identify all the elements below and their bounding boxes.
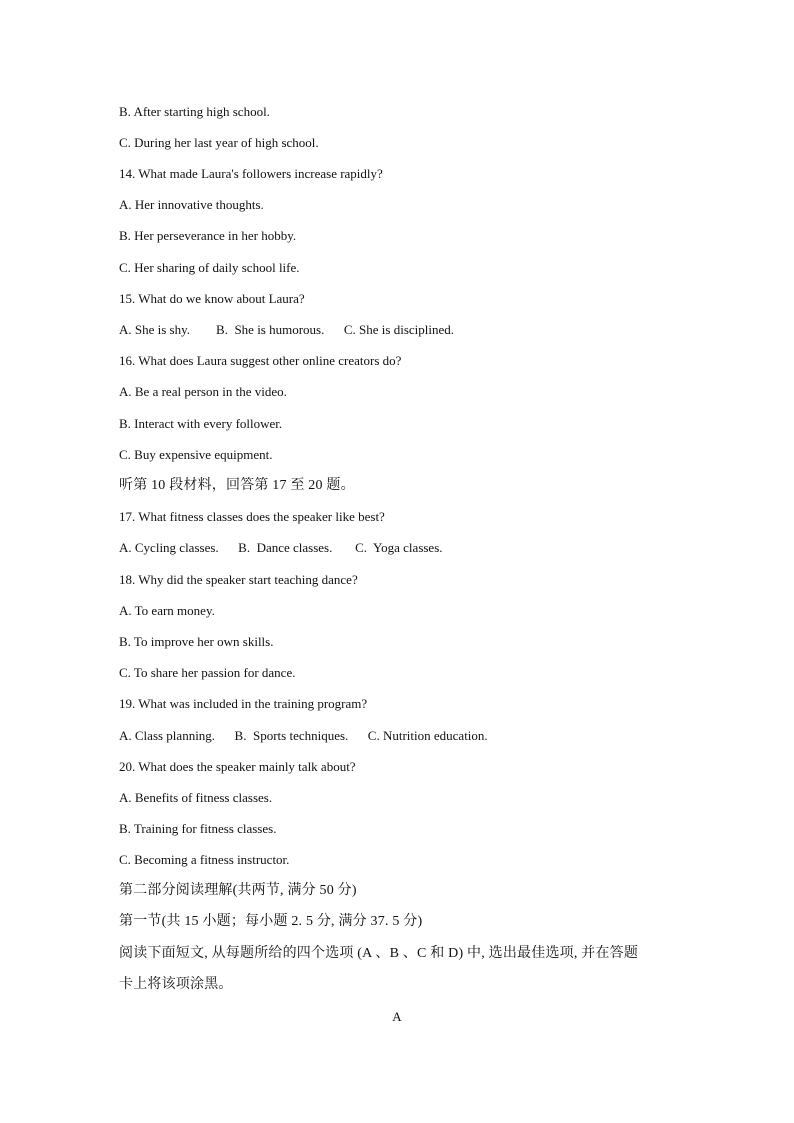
option-16c: C. Buy expensive equipment. [119,447,273,462]
option-13b: B. After starting high school. [119,104,270,119]
part-two-heading: 第二部分阅读理解(共两节, 满分 50 分) [119,883,357,898]
question-17: 17. What fitness classes does the speaker like best? [119,509,385,524]
question-14: 14. What made Laura's followers increase rapidly? [119,166,383,181]
section-one-heading: 第一节(共 15 小题；每小题 2. 5 分, 满分 37. 5 分) [119,914,423,929]
option-14b: B. Her perseverance in her hobby. [119,228,297,243]
question-19: 19. What was included in the training program? [119,696,368,711]
options-19: A. Class planning. B. Sports techniques. C. Nutrition education. [119,728,488,743]
option-18c: C. To share her passion for dance. [119,665,296,680]
option-20c: C. Becoming a fitness instructor. [119,852,290,867]
question-18: 18. Why did the speaker start teaching dance? [119,572,358,587]
passage-label: A [392,1009,402,1024]
reading-instruction-line-1: 阅读下面短文, 从每题所给的四个选项 (A 、B 、C 和 D) 中, 选出最佳选项, 并在答题 [119,946,639,961]
option-16a: A. Be a real person in the video. [119,384,287,399]
option-14a: A. Her innovative thoughts. [119,197,264,212]
question-20: 20. What does the speaker mainly talk about? [119,759,356,774]
option-16b: B. Interact with every follower. [119,416,283,431]
option-20a: A. Benefits of fitness classes. [119,790,273,805]
reading-instruction-line-2: 卡上将该项涂黑。 [119,977,233,992]
option-14c: C. Her sharing of daily school life. [119,260,300,275]
option-20b: B. Training for fitness classes. [119,821,277,836]
question-15: 15. What do we know about Laura? [119,291,305,306]
section-instruction-10: 听第 10 段材料，回答第 17 至 20 题。 [119,478,355,493]
options-17: A. Cycling classes. B. Dance classes. C. Yoga classes. [119,540,443,555]
option-18a: A. To earn money. [119,603,215,618]
question-16: 16. What does Laura suggest other online creators do? [119,353,402,368]
options-15: A. She is shy. B. She is humorous. C. She is disciplined. [119,322,455,337]
option-13c: C. During her last year of high school. [119,135,319,150]
option-18b: B. To improve her own skills. [119,634,274,649]
